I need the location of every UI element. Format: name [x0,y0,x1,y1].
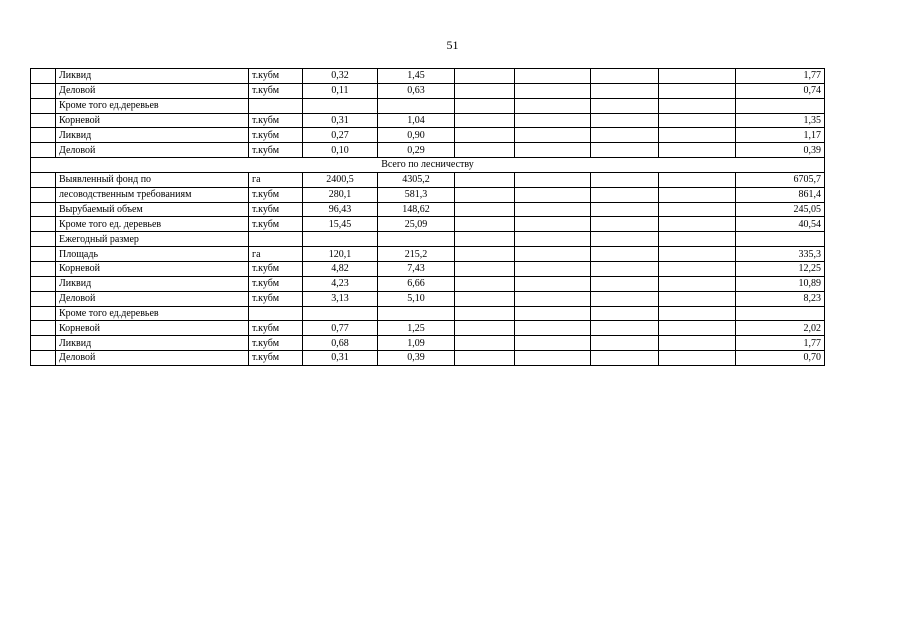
row-name-cell: лесоводственным требованиям [56,187,249,202]
spacer-cell [31,83,56,98]
row-value1-cell [303,98,378,113]
empty-cell [455,172,515,187]
empty-cell [515,306,591,321]
row-total-cell: 6705,7 [736,172,825,187]
spacer-cell [31,247,56,262]
row-value2-cell: 5,10 [378,291,455,306]
row-value2-cell: 215,2 [378,247,455,262]
empty-cell [455,261,515,276]
spacer-cell [31,336,56,351]
empty-cell [591,321,659,336]
row-name-cell: Площадь [56,247,249,262]
empty-cell [455,98,515,113]
empty-cell [659,291,736,306]
row-name-cell: Корневой [56,113,249,128]
row-unit-cell: т.кубм [249,69,303,84]
empty-cell [455,321,515,336]
row-value1-cell: 4,82 [303,261,378,276]
empty-cell [659,306,736,321]
spacer-cell [31,202,56,217]
empty-cell [659,321,736,336]
row-total-cell [736,232,825,247]
empty-cell [659,336,736,351]
table-row [31,202,825,217]
row-unit-cell: т.кубм [249,291,303,306]
spacer-cell [31,187,56,202]
row-value1-cell: 15,45 [303,217,378,232]
section-row [31,158,825,173]
empty-cell [591,306,659,321]
row-total-cell [736,98,825,113]
row-value2-cell: 148,62 [378,202,455,217]
row-total-cell: 1,17 [736,128,825,143]
row-name-cell: Ежегодный размер [56,232,249,247]
row-value2-cell: 0,39 [378,351,455,366]
row-unit-cell: т.кубм [249,217,303,232]
empty-cell [591,261,659,276]
row-value1-cell [303,232,378,247]
empty-cell [515,351,591,366]
data-table [30,68,825,366]
empty-cell [515,276,591,291]
row-value1-cell: 4,23 [303,276,378,291]
row-total-cell: 335,3 [736,247,825,262]
empty-cell [591,336,659,351]
row-value2-cell [378,98,455,113]
row-name-cell: Деловой [56,351,249,366]
row-value1-cell [303,306,378,321]
empty-cell [515,321,591,336]
empty-cell [591,232,659,247]
row-value2-cell: 7,43 [378,261,455,276]
row-unit-cell: га [249,247,303,262]
table-row [31,143,825,158]
table-row [31,113,825,128]
row-unit-cell [249,306,303,321]
row-unit-cell: т.кубм [249,321,303,336]
spacer-cell [31,113,56,128]
empty-cell [455,247,515,262]
table-body-top [31,69,825,158]
empty-cell [591,128,659,143]
row-value2-cell: 1,09 [378,336,455,351]
row-value2-cell: 1,04 [378,113,455,128]
row-name-cell: Деловой [56,143,249,158]
empty-cell [659,261,736,276]
row-value1-cell: 2400,5 [303,172,378,187]
empty-cell [455,351,515,366]
spacer-cell [31,217,56,232]
row-name-cell: Ликвид [56,336,249,351]
empty-cell [455,232,515,247]
table-row [31,98,825,113]
table-row [31,321,825,336]
empty-cell [455,187,515,202]
page-number: 51 [446,38,459,52]
empty-cell [515,217,591,232]
row-name-cell: Деловой [56,83,249,98]
spacer-cell [31,232,56,247]
row-value2-cell: 1,45 [378,69,455,84]
row-value1-cell: 0,27 [303,128,378,143]
empty-cell [659,128,736,143]
spacer-cell [31,98,56,113]
row-value1-cell: 0,68 [303,336,378,351]
empty-cell [591,351,659,366]
row-unit-cell: т.кубм [249,336,303,351]
row-unit-cell: га [249,172,303,187]
row-value1-cell: 0,31 [303,351,378,366]
table-row [31,247,825,262]
table-row [31,172,825,187]
table-row [31,306,825,321]
empty-cell [515,247,591,262]
row-value2-cell: 25,09 [378,217,455,232]
empty-cell [515,113,591,128]
table-row [31,69,825,84]
empty-cell [515,172,591,187]
row-value2-cell: 4305,2 [378,172,455,187]
spacer-cell [31,143,56,158]
spacer-cell [31,128,56,143]
row-total-cell: 245,05 [736,202,825,217]
row-unit-cell [249,232,303,247]
row-name-cell: Ликвид [56,128,249,143]
row-unit-cell: т.кубм [249,261,303,276]
empty-cell [515,336,591,351]
table-row [31,187,825,202]
row-unit-cell: т.кубм [249,113,303,128]
row-total-cell [736,306,825,321]
empty-cell [455,143,515,158]
empty-cell [591,98,659,113]
empty-cell [591,291,659,306]
row-value1-cell: 3,13 [303,291,378,306]
table-row [31,351,825,366]
empty-cell [659,143,736,158]
row-name-cell: Деловой [56,291,249,306]
row-name-cell: Корневой [56,261,249,276]
row-value1-cell: 280,1 [303,187,378,202]
empty-cell [659,217,736,232]
row-value1-cell: 0,32 [303,69,378,84]
row-value2-cell: 581,3 [378,187,455,202]
row-total-cell: 40,54 [736,217,825,232]
row-unit-cell: т.кубм [249,202,303,217]
row-unit-cell: т.кубм [249,143,303,158]
empty-cell [659,247,736,262]
row-total-cell: 10,89 [736,276,825,291]
row-total-cell: 1,77 [736,336,825,351]
empty-cell [515,98,591,113]
row-total-cell: 2,02 [736,321,825,336]
row-name-cell: Ликвид [56,276,249,291]
row-value1-cell: 0,31 [303,113,378,128]
empty-cell [591,202,659,217]
empty-cell [659,202,736,217]
spacer-cell [31,321,56,336]
row-total-cell: 0,70 [736,351,825,366]
row-unit-cell: т.кубм [249,276,303,291]
row-value2-cell: 6,66 [378,276,455,291]
empty-cell [455,217,515,232]
empty-cell [591,83,659,98]
spacer-cell [31,291,56,306]
empty-cell [659,172,736,187]
empty-cell [515,202,591,217]
row-name-cell: Вырубаемый объем [56,202,249,217]
table-row [31,336,825,351]
row-name-cell: Кроме того ед. деревьев [56,217,249,232]
empty-cell [659,232,736,247]
table-row [31,261,825,276]
empty-cell [591,113,659,128]
row-total-cell: 1,35 [736,113,825,128]
empty-cell [455,276,515,291]
row-unit-cell [249,98,303,113]
spacer-cell [31,351,56,366]
row-name-cell: Кроме того ед.деревьев [56,98,249,113]
empty-cell [659,187,736,202]
empty-cell [455,128,515,143]
table-row [31,291,825,306]
empty-cell [659,69,736,84]
row-total-cell: 0,74 [736,83,825,98]
row-total-cell: 12,25 [736,261,825,276]
empty-cell [591,187,659,202]
section-title: Всего по лесничеству [31,158,825,173]
row-unit-cell: т.кубм [249,83,303,98]
table-row [31,232,825,247]
row-value1-cell: 0,11 [303,83,378,98]
row-total-cell: 8,23 [736,291,825,306]
empty-cell [591,276,659,291]
empty-cell [515,187,591,202]
empty-cell [515,232,591,247]
row-value2-cell [378,232,455,247]
spacer-cell [31,69,56,84]
empty-cell [455,69,515,84]
row-name-cell: Кроме того ед.деревьев [56,306,249,321]
table-body-bottom [31,172,825,365]
empty-cell [591,69,659,84]
empty-cell [515,69,591,84]
empty-cell [591,247,659,262]
row-total-cell: 0,39 [736,143,825,158]
table-row [31,83,825,98]
empty-cell [455,306,515,321]
empty-cell [659,83,736,98]
empty-cell [659,351,736,366]
empty-cell [455,113,515,128]
empty-cell [515,83,591,98]
row-unit-cell: т.кубм [249,351,303,366]
table-row [31,128,825,143]
row-value1-cell: 120,1 [303,247,378,262]
empty-cell [515,291,591,306]
row-value1-cell: 0,77 [303,321,378,336]
empty-cell [455,202,515,217]
empty-cell [659,113,736,128]
empty-cell [515,128,591,143]
row-name-cell: Выявленный фонд по [56,172,249,187]
empty-cell [515,143,591,158]
spacer-cell [31,306,56,321]
empty-cell [455,83,515,98]
empty-cell [455,291,515,306]
row-total-cell: 861,4 [736,187,825,202]
empty-cell [591,217,659,232]
row-value2-cell: 1,25 [378,321,455,336]
empty-cell [591,143,659,158]
spacer-cell [31,261,56,276]
row-unit-cell: т.кубм [249,128,303,143]
spacer-cell [31,172,56,187]
row-name-cell: Корневой [56,321,249,336]
row-value2-cell: 0,63 [378,83,455,98]
empty-cell [591,172,659,187]
empty-cell [659,276,736,291]
table-row [31,217,825,232]
row-total-cell: 1,77 [736,69,825,84]
row-value2-cell [378,306,455,321]
table-row [31,276,825,291]
row-value1-cell: 96,43 [303,202,378,217]
empty-cell [659,98,736,113]
row-unit-cell: т.кубм [249,187,303,202]
row-name-cell: Ликвид [56,69,249,84]
spacer-cell [31,276,56,291]
row-value2-cell: 0,90 [378,128,455,143]
row-value2-cell: 0,29 [378,143,455,158]
empty-cell [515,261,591,276]
empty-cell [455,336,515,351]
table-section [31,158,825,173]
row-value1-cell: 0,10 [303,143,378,158]
